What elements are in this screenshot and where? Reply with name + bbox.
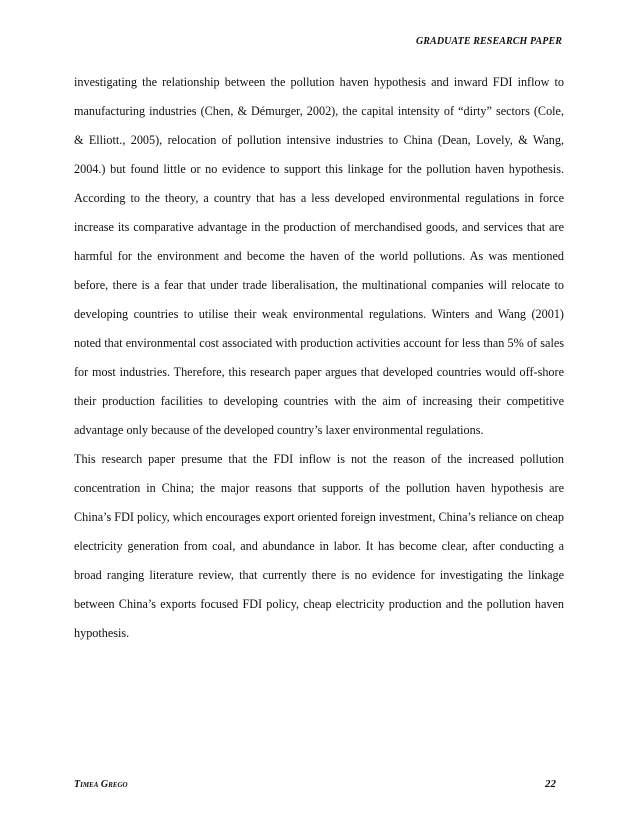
footer-author-name: Timea Grego: [74, 779, 128, 790]
body-text: [74, 68, 564, 648]
footer-author: [74, 779, 128, 790]
body-paragraph-1: investigating the relationship between the pollution haven hypothesis and inward FDI inflow to manufacturing industries (Chen, & Démurger, 2002), the capital intensity of “dirty” sectors (Cole, & Elliott., 2005), relocation of pollution intensive industries to China (Dean, Lovely, & Wang, 2004.) but found little or no evidence to support this linkage for the pollution haven hypothesis. According to the theory, a country that has a less developed environmental regulations in force increase its comparative advantage in the production of merchandised goods, and services that are harmful for the environment and become the haven of the world pollutions. As was mentioned before, there is a fear that under trade liberalisation, the multinational companies will relocate to developing countries to utilise their weak environmental regulations. Winters and Wang (2001) noted that environmental cost associated with production activities account for less than 5% of sales for most industries. Therefore, this research paper argues that developed countries would off-shore their production facilities to developing countries with the aim of increasing their competitive advantage only because of the developed country’s laxer environmental regulations.: [74, 75, 564, 437]
running-header-title: GRADUATE RESEARCH PAPER: [415, 36, 562, 47]
body-paragraph-2: This research paper presume that the FDI inflow is not the reason of the increased pollution concentration in China; the major reasons that supports of the pollution haven hypothesis are China’s FDI policy, which encourages export oriented foreign investment, China’s reliance on cheap electricity generation from coal, and abundance in labor. It has become clear, after conducting a broad ranging literature review, that currently there is no evidence for investigating the linkage between China’s exports focused FDI policy, cheap electricity production and the pollution haven hypothesis.: [74, 452, 564, 640]
page-number: 22: [545, 778, 556, 790]
